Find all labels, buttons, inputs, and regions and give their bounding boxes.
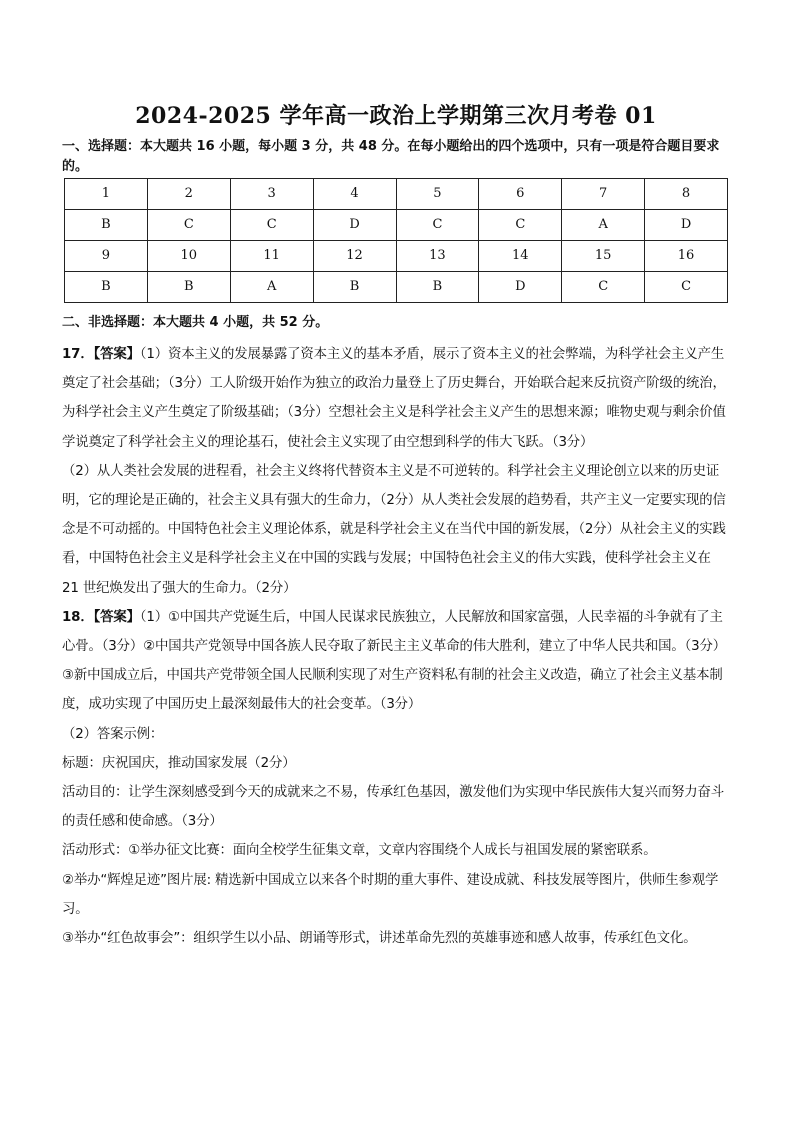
table-cell: A xyxy=(562,210,645,241)
q18-purpose: 活动目的：让学生深刻感受到今天的成就来之不易，传承红色基因，激发他们为实现中华民族伟大复兴而努力奋斗的责任感和使命感。（3分） xyxy=(62,785,725,830)
table-cell: C xyxy=(562,272,645,303)
table-cell: 15 xyxy=(562,241,645,272)
q17-part1-text: （1）资本主义的发展暴露了资本主义的基本矛盾，展示了资本主义的社会弊端，为科学社会主义产生奠定了社会基础；（3分）工人阶级开始作为独立的政治力量登上了历史舞台，开始联合起来反抗资产阶级的统治，为科学社会主义产生奠定了阶级基础；（3分）空想社会主义是科学社会主义产生的思想来源；唯物史观与剩余价值学说奠定了科学社会主义的理论基石，使社会主义实现了由空想到科学的伟大飞跃。（3分） xyxy=(62,347,726,450)
q18-part1 xyxy=(62,603,730,720)
table-cell: 2 xyxy=(147,179,230,210)
q18-title-line: 标题：庆祝国庆，推动国家发展（2分） xyxy=(62,755,296,771)
section-choice-label: 一、选择题： xyxy=(62,139,141,154)
q18-form-3: ③举办“红色故事会”：组织学生以小品、朗诵等形式，讲述革命先烈的英雄事迹和感人故事，传承红色文化。 xyxy=(62,931,697,947)
table-cell: C xyxy=(645,272,728,303)
table-cell: D xyxy=(313,210,396,241)
table-row xyxy=(65,272,728,303)
table-cell: 12 xyxy=(313,241,396,272)
table-cell: 6 xyxy=(479,179,562,210)
table-cell: D xyxy=(645,210,728,241)
page-title: 2024-2025 学年高一政治上学期第三次月考卷 01 xyxy=(135,103,657,129)
table-cell: B xyxy=(147,272,230,303)
section-nonchoice-heading xyxy=(62,313,328,333)
table-cell: 16 xyxy=(645,241,728,272)
section-nonchoice-label: 二、非选择题： xyxy=(62,315,154,330)
section-choice-text: 本大题共 16 小题，每小题 3 分，共 48 分。在每小题给出的四个选项中，只有一项是符合题目要求的。 xyxy=(62,139,720,174)
q18-part1-text: （1）①中国共产党诞生后，中国人民谋求民族独立，人民解放和国家富强，人民幸福的斗争就有了主心骨。（3分）②中国共产党领导中国各族人民夺取了新民主主义革命的伟大胜利，建立了中华人民共和国。（3分）③新中国成立后，中国共产党带领全国人民顺利实现了对生产资料私有制的社会主义改造，确立了社会主义基本制度，成功实现了中国历史上最深刻最伟大的社会变革。（3分） xyxy=(62,609,726,713)
q18-head: 18．【答案】 xyxy=(62,609,140,625)
section-nonchoice-text: 本大题共 4 小题，共 52 分。 xyxy=(153,315,329,330)
table-cell: C xyxy=(147,210,230,241)
q17-head: 17．【答案】 xyxy=(62,347,140,362)
table-cell: C xyxy=(479,210,562,241)
table-cell: D xyxy=(479,272,562,303)
answer-body xyxy=(62,340,730,953)
table-row xyxy=(65,179,728,210)
table-cell: 10 xyxy=(147,241,230,272)
table-row xyxy=(65,241,728,272)
table-cell: B xyxy=(396,272,479,303)
table-cell: 8 xyxy=(645,179,728,210)
q18-form-1: 活动形式：①举办征文比赛：面向全校学生征集文章，文章内容围绕个人成长与祖国发展的紧密联系。 xyxy=(62,843,657,859)
q17-part2: （2）从人类社会发展的进程看，社会主义终将代替资本主义是不可逆转的。科学社会主义理论创立以来的历史证明，它的理论是正确的，社会主义具有强大的生命力，（2分）从人类社会发展的趋势看，共产主义一定要实现的信念是不可动摇的。中国特色社会主义理论体系，就是科学社会主义在当代中国的新发展，（2分）从社会主义的实践看，中国特色社会主义是科学社会主义在中国的实践与发展；中国特色社会主义的伟大实践，使科学社会主义在 21 世纪焕发出了强大的生命力。（2分） xyxy=(62,463,726,596)
q18-form-2: ②举办“辉煌足迹”图片展: 精选新中国成立以来各个时期的重大事件、建设成就、科技发展等图片，供师生参观学习。 xyxy=(62,872,719,917)
table-cell: C xyxy=(396,210,479,241)
table-cell: 3 xyxy=(230,179,313,210)
table-cell: 13 xyxy=(396,241,479,272)
table-cell: B xyxy=(65,272,148,303)
table-cell: 14 xyxy=(479,241,562,272)
table-cell: B xyxy=(65,210,148,241)
answer-table xyxy=(64,178,728,303)
table-cell: 1 xyxy=(65,179,148,210)
table-cell: A xyxy=(230,272,313,303)
table-cell: 9 xyxy=(65,241,148,272)
table-cell: 11 xyxy=(230,241,313,272)
section-choice-heading xyxy=(62,137,730,177)
table-cell: 7 xyxy=(562,179,645,210)
table-cell: 5 xyxy=(396,179,479,210)
q18-part2-intro: （2）答案示例： xyxy=(62,726,164,742)
table-row xyxy=(65,210,728,241)
q17-part1 xyxy=(62,340,730,457)
table-cell: B xyxy=(313,272,396,303)
table-cell: C xyxy=(230,210,313,241)
table-cell: 4 xyxy=(313,179,396,210)
